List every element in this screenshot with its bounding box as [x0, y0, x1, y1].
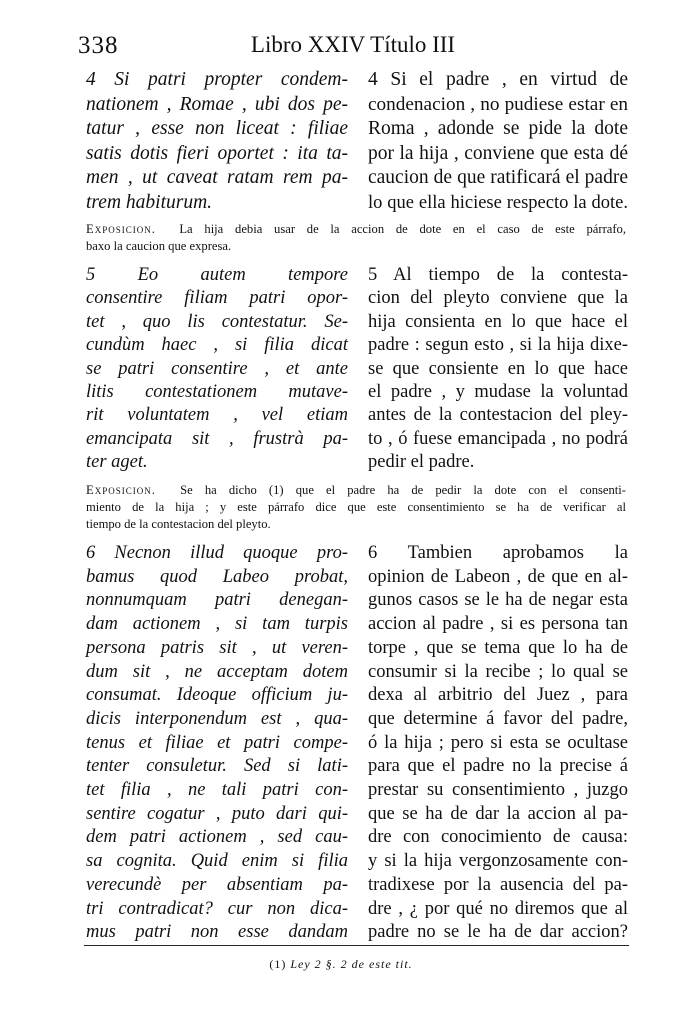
spanish-text — [368, 542, 628, 945]
latin-line: tenus et filiae et patri compe- — [86, 732, 348, 753]
spanish-line: 6 Tambien aprobamos la — [368, 543, 628, 563]
spanish-line: 5 Al tiempo de la contesta- — [368, 265, 628, 285]
spanish-line: el padre , y mudase la voluntad — [368, 382, 628, 403]
spanish-line: antes de la contestacion del pley- — [368, 405, 628, 426]
latin-line: nationem , Romae , ubi dos pe- — [86, 93, 348, 115]
page-header — [78, 32, 628, 72]
latin-line: bamus quod Labeo probat, — [86, 566, 348, 587]
spanish-line: dre con conocimiento de causa: — [368, 827, 628, 848]
spanish-line: dexa al arbitrio del Juez , para — [368, 685, 628, 706]
spanish-line: torpe , que se tema que lo ha de — [368, 637, 628, 658]
spanish-line: ó la hija ; pero si esta se ocultase — [368, 732, 628, 753]
spanish-line: opinion de Labeon , de que en al- — [368, 566, 628, 587]
spanish-line: accion al padre , si es persona tan — [368, 614, 628, 635]
footnote-text: Ley 2 §. 2 de este tit. — [290, 957, 413, 971]
spanish-line: caucion de que ratificará el padre — [368, 167, 628, 188]
spanish-line: tradixese por la ausencia del pa- — [368, 874, 628, 895]
latin-line: 5 Eo autem tempore — [86, 265, 348, 285]
latin-line: 4 Si patri propter condem- — [86, 69, 348, 90]
latin-line: rit voluntatem , vel etiam — [86, 405, 348, 426]
latin-line: nonnumquam patri denegan- — [86, 590, 348, 611]
latin-line: trem habiturum. — [86, 191, 213, 213]
latin-line: consumat. Ideoque officium ju- — [86, 685, 348, 706]
exposition-text: baxo la caucion que expresa. — [86, 239, 232, 253]
latin-line: mus patri non esse dandam — [86, 922, 348, 943]
exposition-text: tiempo de la contestacion del pleyto. — [86, 517, 271, 531]
spanish-line: prestar su consentimiento , juzgo — [368, 780, 628, 801]
latin-line: cundùm haec , si filia dicat — [86, 335, 348, 356]
spanish-line: por la hija , conviene que esta dé — [368, 142, 628, 164]
spanish-line: lo que ella hiciese respecto la dote. — [368, 191, 628, 213]
latin-line: dem patri actionem , sed cau- — [86, 827, 348, 848]
latin-line: tenter consuletur. Sed si lati- — [86, 756, 348, 777]
latin-line: men , ut caveat ratam rem pa- — [86, 167, 348, 188]
page-number: 338 — [78, 32, 119, 59]
latin-line: litis contestationem mutave- — [86, 382, 348, 403]
latin-line: ter aget. — [86, 452, 148, 473]
latin-line: se patri consentire , et ante — [86, 358, 348, 379]
latin-line: consentire filiam patri opor- — [86, 288, 348, 309]
latin-text — [86, 264, 348, 475]
latin-line: dam actionem , si tam turpis — [86, 614, 348, 635]
exposition-text: La hija debia usar de la accion de dote en el caso de este párrafo, — [179, 222, 626, 236]
spanish-line: padre : segun esto , si la hija dixe- — [368, 335, 628, 356]
spanish-text — [368, 264, 628, 475]
latin-line: dum sit , ne acceptam dotem — [86, 661, 348, 682]
latin-line: tet filia , ne tali patri con- — [86, 780, 348, 801]
latin-line: 6 Necnon illud quoque pro- — [86, 543, 348, 563]
spanish-line: se que consiente en lo que hace — [368, 358, 628, 379]
spanish-line: que se ha de dar la accion al pa- — [368, 803, 628, 824]
footnote-rule — [84, 945, 629, 946]
spanish-line: cion del pleyto conviene que la — [368, 288, 628, 309]
exposition-label: Exposicion. — [86, 222, 156, 236]
latin-line: sa cognita. Quid enim si filia — [86, 851, 348, 872]
spanish-line: consumir si la recibe ; lo qual se — [368, 661, 628, 682]
spanish-line: condenacion , no pudiese estar en — [368, 93, 628, 115]
spanish-line: hija consienta en lo que hace el — [368, 311, 628, 332]
latin-line: tri contradicat? cur non dica- — [86, 898, 348, 919]
latin-line: emancipata sit , frustrà pa- — [86, 428, 348, 449]
latin-text — [86, 68, 348, 215]
spanish-line: 4 Si el padre , en virtud de — [368, 69, 628, 90]
spanish-line: pedir el padre. — [368, 452, 475, 473]
footnote-marker: (1) — [269, 957, 287, 971]
latin-line: tet , quo lis contestatur. Se- — [86, 311, 348, 332]
spanish-line: que determine á favor del padre, — [368, 708, 628, 729]
running-title: Libro XXIV Título III — [250, 32, 456, 57]
spanish-text — [368, 68, 628, 215]
spanish-line: to , ó fuese emancipada , no podrá — [368, 428, 628, 449]
spanish-line: Roma , adonde se pide la dote — [368, 118, 628, 139]
latin-line: tatur , esse non liceat : filiae — [86, 118, 348, 139]
spanish-line: padre no se le ha de dar accion? — [368, 922, 628, 943]
exposition-label: Exposicion. — [86, 483, 156, 497]
latin-line: persona patris sit , ut veren- — [86, 637, 348, 658]
latin-text — [86, 542, 348, 945]
latin-line: satis dotis fieri oportet : ita ta- — [86, 142, 348, 164]
exposition-5 — [86, 482, 626, 533]
spanish-line: dre , ¿ por qué no diremos que al — [368, 898, 628, 919]
exposition-4 — [86, 221, 626, 255]
spanish-line: gunos casos se le ha de negar esta — [368, 590, 628, 611]
latin-line: sentire cogatur , puto dari qui- — [86, 803, 348, 824]
latin-line: verecundè per absentiam pa- — [86, 874, 348, 895]
spanish-line: y si la hija vergonzosamente con- — [368, 851, 628, 872]
exposition-text: miento de la hija ; y este párrafo dice que este consentimiento se ha de verificar al — [86, 500, 626, 514]
latin-line: dicis interponendum est , qua- — [86, 708, 348, 729]
footnote — [0, 957, 682, 972]
exposition-text: Se ha dicho (1) que el padre ha de pedir la dote con el consenti- — [180, 483, 627, 497]
spanish-line: para que el padre no la precise á — [368, 756, 628, 777]
